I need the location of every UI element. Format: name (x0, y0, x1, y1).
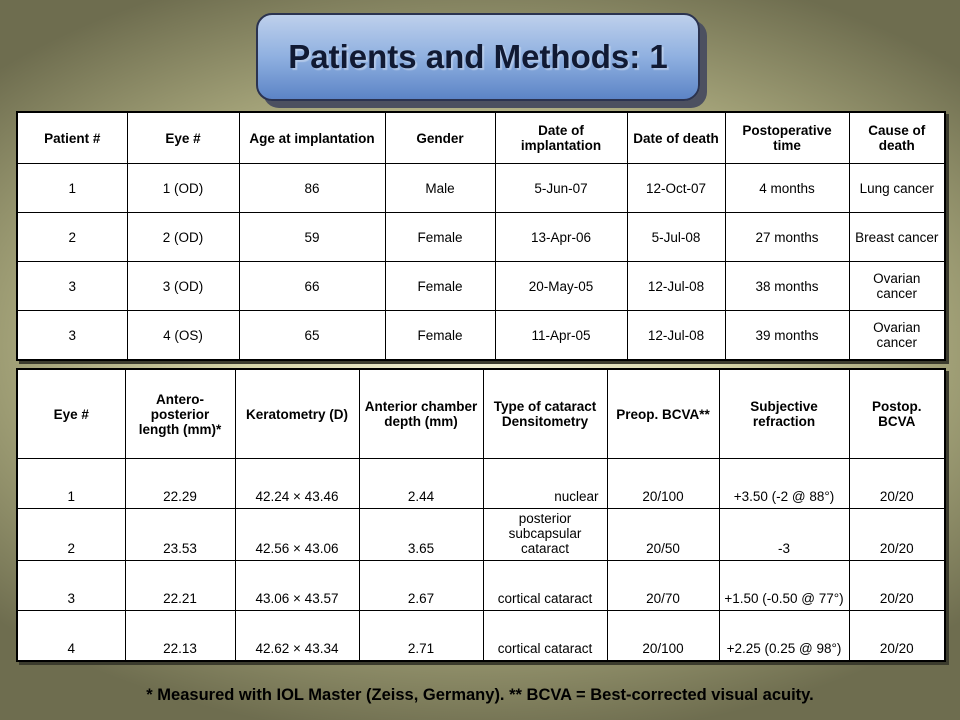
table-cell: 43.06 × 43.57 (235, 561, 359, 611)
table-cell: Female (385, 311, 495, 361)
table-row (17, 164, 945, 213)
table-row (17, 459, 945, 509)
table-cell: Male (385, 164, 495, 213)
table-cell: 23.53 (125, 509, 235, 561)
table-cell: 42.24 × 43.46 (235, 459, 359, 509)
table-cell: 1 (17, 164, 127, 213)
table-cell: 65 (239, 311, 385, 361)
table-cell: 12-Oct-07 (627, 164, 725, 213)
table-cell: 38 months (725, 262, 849, 311)
table-header-row (17, 369, 945, 459)
table-cell: 5-Jun-07 (495, 164, 627, 213)
table-cell: 20/100 (607, 459, 719, 509)
table-cell: 4 (OS) (127, 311, 239, 361)
table-cell: Female (385, 262, 495, 311)
title-box (256, 13, 700, 101)
table-cell: 3 (17, 561, 125, 611)
column-header: Date of implantation (495, 112, 627, 164)
table-cell: cortical cataract (483, 561, 607, 611)
column-header: Anterior chamber depth (mm) (359, 369, 483, 459)
table-cell: 12-Jul-08 (627, 311, 725, 361)
table-cell: 20/20 (849, 611, 945, 662)
table-cell: 2.71 (359, 611, 483, 662)
table-cell: 1 (OD) (127, 164, 239, 213)
table-cell: Ovarian cancer (849, 311, 945, 361)
table-cell: 3 (17, 311, 127, 361)
table-cell: 22.29 (125, 459, 235, 509)
table-cell: 5-Jul-08 (627, 213, 725, 262)
column-header: Date of death (627, 112, 725, 164)
column-header: Patient # (17, 112, 127, 164)
table-row (17, 213, 945, 262)
column-header: Type of cataract Densitometry (483, 369, 607, 459)
table-cell: Ovarian cancer (849, 262, 945, 311)
table-cell: 2 (17, 509, 125, 561)
patients-table (16, 111, 946, 361)
table-cell: 3 (17, 262, 127, 311)
column-header: Postoperative time (725, 112, 849, 164)
table-cell: 20/100 (607, 611, 719, 662)
eyes-table (16, 368, 946, 662)
table-cell: 39 months (725, 311, 849, 361)
table-cell: +1.50 (-0.50 @ 77°) (719, 561, 849, 611)
column-header: Gender (385, 112, 495, 164)
table-cell: 2.67 (359, 561, 483, 611)
table-cell: 3 (OD) (127, 262, 239, 311)
table-cell: 4 (17, 611, 125, 662)
table-cell: 1 (17, 459, 125, 509)
table-cell: -3 (719, 509, 849, 561)
table-cell: 20/50 (607, 509, 719, 561)
column-header: Subjective refraction (719, 369, 849, 459)
table-cell: posterior subcapsular cataract (483, 509, 607, 561)
table-cell: 2 (OD) (127, 213, 239, 262)
table-cell: 2.44 (359, 459, 483, 509)
table-cell: nuclear (483, 459, 607, 509)
table-cell: 86 (239, 164, 385, 213)
slide-title: Patients and Methods: 1 (288, 38, 668, 75)
table-cell: 11-Apr-05 (495, 311, 627, 361)
table-cell: 20/20 (849, 509, 945, 561)
table-row (17, 262, 945, 311)
table-cell: Female (385, 213, 495, 262)
table-cell: +2.25 (0.25 @ 98°) (719, 611, 849, 662)
table-row (17, 611, 945, 662)
column-header: Cause of death (849, 112, 945, 164)
table-cell: 2 (17, 213, 127, 262)
table-cell: 20/20 (849, 561, 945, 611)
footnote: * Measured with IOL Master (Zeiss, Germany). ** BCVA = Best-corrected visual acuity. (146, 686, 814, 704)
table-cell: 59 (239, 213, 385, 262)
table-cell: 13-Apr-06 (495, 213, 627, 262)
table-cell: Lung cancer (849, 164, 945, 213)
table-cell: 20-May-05 (495, 262, 627, 311)
table-cell: 20/20 (849, 459, 945, 509)
table-row (17, 509, 945, 561)
table-cell: 4 months (725, 164, 849, 213)
table-cell: cortical cataract (483, 611, 607, 662)
table-cell: 42.56 × 43.06 (235, 509, 359, 561)
table-header-row (17, 112, 945, 164)
table-cell: 22.13 (125, 611, 235, 662)
table-cell: 12-Jul-08 (627, 262, 725, 311)
column-header: Eye # (127, 112, 239, 164)
table-cell: +3.50 (-2 @ 88°) (719, 459, 849, 509)
table-cell: 66 (239, 262, 385, 311)
table-cell: 22.21 (125, 561, 235, 611)
column-header: Age at implantation (239, 112, 385, 164)
table-row (17, 561, 945, 611)
column-header: Eye # (17, 369, 125, 459)
column-header: Postop. BCVA (849, 369, 945, 459)
column-header: Antero-posterior length (mm)* (125, 369, 235, 459)
table-cell: 42.62 × 43.34 (235, 611, 359, 662)
table-cell: 20/70 (607, 561, 719, 611)
table-cell: Breast cancer (849, 213, 945, 262)
column-header: Preop. BCVA** (607, 369, 719, 459)
table-cell: 27 months (725, 213, 849, 262)
column-header: Keratometry (D) (235, 369, 359, 459)
table-cell: 3.65 (359, 509, 483, 561)
table-row (17, 311, 945, 361)
